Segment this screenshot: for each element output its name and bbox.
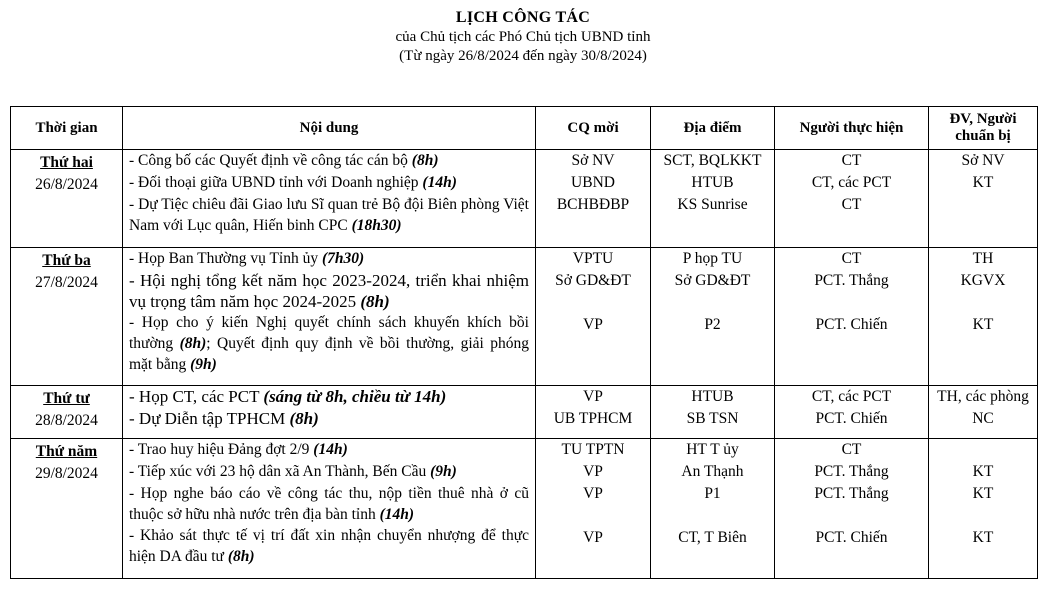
agency-cell: TU TPTN VP VP VP <box>536 439 651 579</box>
preparer-cell: KT KT KT <box>929 439 1038 579</box>
list-item: - Khảo sát thực tế vị trí đất xin nhận chuyển nhượng để thực hiện DA đầu tư (8h) <box>129 527 529 565</box>
content-cell <box>123 386 536 439</box>
day-cell <box>11 248 123 386</box>
document-subtitle: của Chủ tịch các Phó Chủ tịch UBND tỉnh <box>395 29 651 45</box>
performer-cell: CT, các PCT PCT. Chiến <box>775 386 929 439</box>
list-item: - Hội nghị tổng kết năm học 2023-2024, triển khai nhiệm vụ trọng tâm năm học 2024-2025 (8h) <box>129 271 529 311</box>
col-header-time: Thời gian <box>11 107 123 150</box>
schedule-table <box>10 106 1038 579</box>
day-name: Thứ hai <box>40 154 93 171</box>
preparer-cell: TH KGVX KT <box>929 248 1038 386</box>
list-item: - Họp CT, các PCT (sáng từ 8h, chiều từ 14h) <box>129 387 447 406</box>
list-item: - Đối thoại giữa UBND tỉnh với Doanh nghiệp (14h) <box>129 174 457 191</box>
document-header <box>0 8 1046 66</box>
content-cell <box>123 150 536 248</box>
list-item: - Dự Tiệc chiêu đãi Giao lưu Sĩ quan trẻ Bộ đội Biên phòng Việt Nam với Lục quân, Hiến binh CPC (18h30) <box>129 196 529 234</box>
day-name: Thứ ba <box>42 252 91 269</box>
col-header-inviting-agency: CQ mời <box>536 107 651 150</box>
agency-cell: Sở NV UBND BCHBĐBP <box>536 150 651 248</box>
location-cell: P họp TU Sở GD&ĐT P2 <box>651 248 775 386</box>
table-row <box>11 248 1038 386</box>
list-item: - Dự Diễn tập TPHCM (8h) <box>129 409 319 428</box>
col-header-content: Nội dung <box>123 107 536 150</box>
agency-cell: VP UB TPHCM <box>536 386 651 439</box>
day-date: 29/8/2024 <box>35 465 98 482</box>
day-date: 26/8/2024 <box>35 176 98 193</box>
table-row <box>11 439 1038 579</box>
day-cell <box>11 150 123 248</box>
day-cell <box>11 439 123 579</box>
preparer-cell: Sở NV KT <box>929 150 1038 248</box>
day-date: 27/8/2024 <box>35 274 98 291</box>
performer-cell: CT PCT. Thắng PCT. Chiến <box>775 248 929 386</box>
list-item: - Họp cho ý kiến Nghị quyết chính sách khuyến khích bồi thường (8h); Quyết định quy định về bồi thường, giải phóng mặt bằng (9h) <box>129 314 529 373</box>
location-cell: SCT, BQLKKT HTUB KS Sunrise <box>651 150 775 248</box>
document-title: LỊCH CÔNG TÁC <box>455 9 591 26</box>
day-date: 28/8/2024 <box>35 412 98 429</box>
list-item: - Tiếp xúc với 23 hộ dân xã An Thành, Bến Cầu (9h) <box>129 463 457 480</box>
location-cell: HTUB SB TSN <box>651 386 775 439</box>
date-range: (Từ ngày 26/8/2024 đến ngày 30/8/2024) <box>399 48 647 64</box>
col-header-performer: Người thực hiện <box>775 107 929 150</box>
list-item: - Họp Ban Thường vụ Tỉnh ủy (7h30) <box>129 250 365 267</box>
day-name: Thứ năm <box>35 443 98 460</box>
content-cell <box>123 439 536 579</box>
col-header-location: Địa điểm <box>651 107 775 150</box>
performer-cell: CT PCT. Thắng PCT. Thắng PCT. Chiến <box>775 439 929 579</box>
agency-cell: VPTU Sở GD&ĐT VP <box>536 248 651 386</box>
col-header-preparer: ĐV, Người chuẩn bị <box>929 107 1038 150</box>
location-cell: HT T ủy An Thạnh P1 CT, T Biên <box>651 439 775 579</box>
day-name: Thứ tư <box>43 390 90 407</box>
content-cell <box>123 248 536 386</box>
table-header-row <box>11 107 1038 150</box>
preparer-cell: TH, các phòng NC <box>929 386 1038 439</box>
day-cell <box>11 386 123 439</box>
table-row <box>11 150 1038 248</box>
table-row <box>11 386 1038 439</box>
list-item: - Công bố các Quyết định về công tác cán bộ (8h) <box>129 152 439 169</box>
performer-cell: CT CT, các PCT CT <box>775 150 929 248</box>
list-item: - Họp nghe báo cáo về công tác thu, nộp tiền thuê nhà ở cũ thuộc sở hữu nhà nước trên địa bàn tỉnh (14h) <box>129 485 529 523</box>
list-item: - Trao huy hiệu Đảng đợt 2/9 (14h) <box>129 441 348 458</box>
